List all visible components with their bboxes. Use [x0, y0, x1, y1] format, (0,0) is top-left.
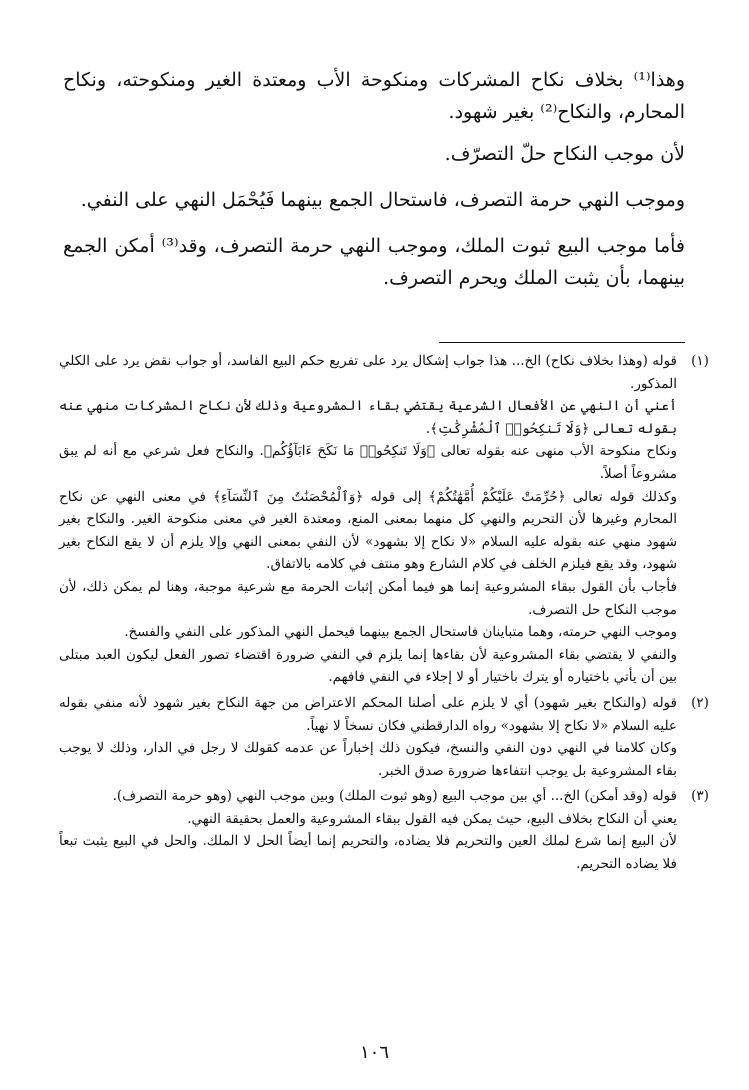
footnote-line: وكذلك قوله تعالى ﴿حُرِّمَتْ عَلَيْكُمْ أُمَّهَٰتُكُمْ﴾ إلى قوله ﴿وَٱلْمُحْصَنَٰتُ مِنَ ٱلنِّسَآءِ﴾ في معنى النهي عن نكاح المحارم وغيرها لأن التحريم والنهي كل منهما بمعنى المنع، ومعتدة الغير في معنى منكوحة الغير. والنكاح بغير شهود منهي عنه بقوله عليه السلام «لا نكاح إلا بشهود» لأن النفي بمعنى النهي وإلا يلزم أن لا يقع النكاح بغير شهود، وقد يقع فيلزم الخلف في كلام الشارع وهو منتف في كلامه بالاتفاق.: [59, 488, 677, 573]
footnote-number: (١): [691, 353, 709, 369]
footnote-2: [59, 692, 715, 782]
footnote-line: قوله (وهذا بخلاف نكاح) الخ... هذا جواب إشكال يرد على تفريع حكم البيع الفاسد، أو جواب نقض يرد على الكلي المذكور.: [59, 353, 677, 392]
footnote-line: وموجب النهي حرمته، وهما متباينان فاستحال الجمع بينهما فيحمل النهي المذكور على النفي والفسخ.: [124, 624, 677, 641]
footnote-line: قوله (وقد أمكن) الخ... أي بين موجب البيع (وهو ثبوت الملك) وبين موجب النهي (وهو حرمة التصرف).: [112, 788, 677, 805]
page-number: ١٠٦: [359, 1042, 389, 1063]
footnote-number: (٣): [691, 788, 709, 805]
footnote-line: لأن البيع إنما شرع لملك العين والتحريم فلا يضاده، والتحريم إنما أيضاً الحل لا الملك. والحل في البيع يثبت تبعاً فلا يضاده التحريم.: [59, 833, 677, 873]
footnote-number: (٢): [691, 694, 709, 711]
footnote-line: والنفي لا يقتضي بقاء المشروعية لأن بقاءها إنما يلزم في النفي ضرورة اقتضاء تصور الفعل ليكون العبد مبتلى بين أن يأتي باختياره أو يترك باختيار أو لا إجلاء في النفي فافهم.: [59, 646, 677, 686]
main-paragraph: لأن موجب النكاح حلّ التصرّف.: [444, 143, 685, 165]
footnote-line: أعني أن النهي عن الأفعال الشرعية يقتضي بقاء المشروعية وذلك لأن نكاح المشركات منهي عنه بقوله تعالى ﴿وَلَا تَنكِحُوا۟ ٱلْمُشْرِكَٰتِ﴾.: [59, 398, 677, 437]
main-paragraph: وهذا⁽¹⁾ بخلاف نكاح المشركات ومنكوحة الأب ومعتدة الغير ومنكوحته، ونكاح المحارم، والنكاح⁽²⁾ بغير شهود.: [63, 69, 685, 123]
footnote-body: [59, 350, 685, 689]
footnote-body: [59, 692, 685, 782]
footnote-divider: [439, 342, 685, 343]
footnote-line: يعني أن النكاح بخلاف البيع، حيث يمكن فيه القول ببقاء المشروعية والعمل بحقيقة النهي.: [187, 810, 677, 827]
main-paragraph: وموجب النهي حرمة التصرف، فاستحال الجمع بينهما فَيُحْمَل النهي على النفي.: [80, 189, 685, 211]
footnote-line: قوله (والنكاح بغير شهود) أي لا يلزم على أصلنا المحكم الاعتراض من جهة النكاح بغير شهود لأنه منفي بقوله عليه السلام «لا نكاح إلا بشهود» رواه الدارقطني فكان نسخاً لا نهياً.: [59, 694, 677, 734]
footnote-1: [59, 350, 715, 689]
main-text: [63, 64, 685, 304]
footnote-3: [59, 785, 715, 875]
footnote-body: [59, 785, 685, 875]
footnote-line: وكان كلامنا في النهي دون النفي والنسخ، فيكون ذلك إخباراً عن عدمه كقولك لا رجل في الدار، وذلك لا يوجب بقاء المشروعية بل يوجب انتفاءها ضرورة صدق الخبر.: [59, 740, 677, 779]
footnote-line: ونكاح منكوحة الأب منهى عنه بقوله تعالى ﴿وَلَا تَنكِحُوا۟ مَا نَكَحَ ءَابَآؤُكُم﴾. والنكاح فعل شرعي مع أنه لم يبق مشروعاً أصلاً.: [59, 443, 677, 482]
main-paragraph: فأما موجب البيع ثبوت الملك، وموجب النهي حرمة التصرف، وقد⁽³⁾ أمكن الجمع بينهما، بأن يثبت الملك ويحرم التصرف.: [63, 235, 685, 289]
footnotes: [59, 350, 715, 879]
footnote-line: فأجاب بأن القول ببقاء المشروعية إنما هو فيما أمكن إثبات الحرمة مع شرعية موجبة، وهنا لم يمكن ذلك، لأن موجب النكاح حل التصرف.: [59, 578, 677, 618]
